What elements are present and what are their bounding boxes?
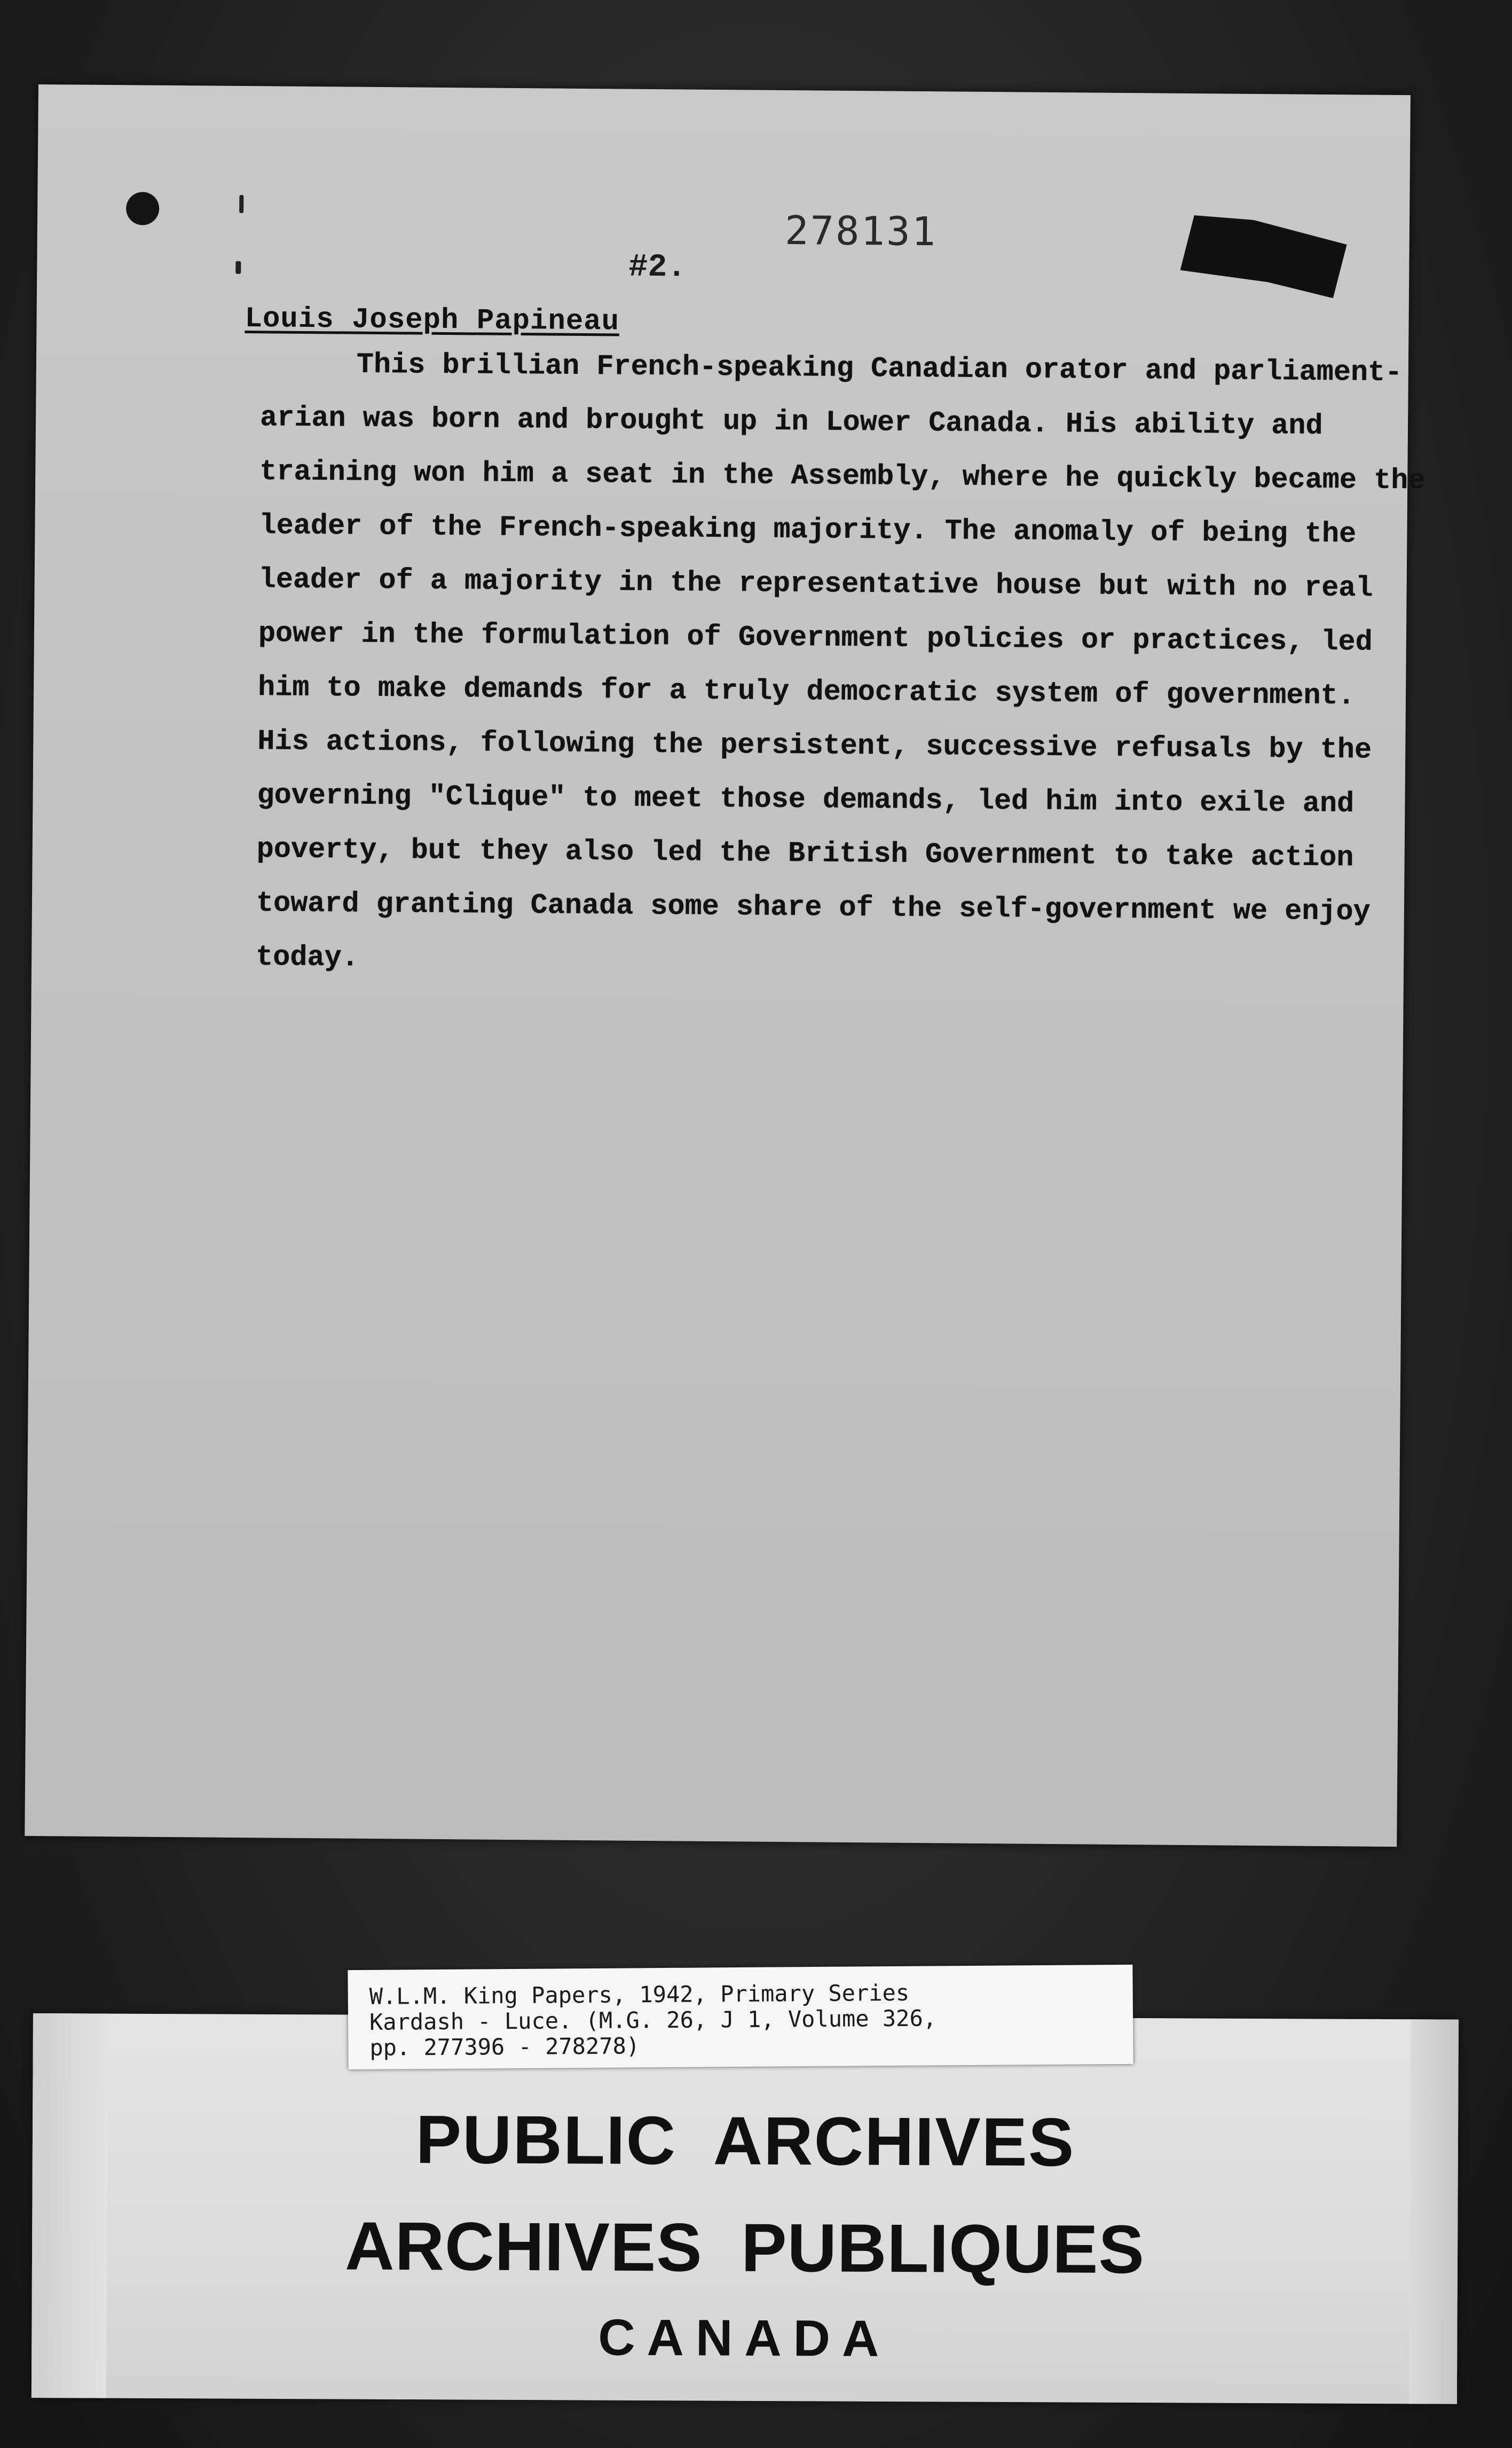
body-paragraph (255, 337, 1426, 993)
body-line: toward granting Canada some share of the self-government we enjoy (256, 887, 1371, 929)
archives-card (32, 2013, 1459, 2404)
archive-citation-label (348, 1965, 1133, 2069)
document-number: 278131 (784, 207, 938, 255)
archives-country: CANADA (598, 2309, 891, 2368)
body-line: him to make demands for a truly democratic system of government. (257, 671, 1356, 713)
tape-patch (1180, 209, 1349, 299)
citation-line: pp. 277396 - 278278) (369, 2033, 640, 2061)
body-line: power in the formulation of Government policies or practices, led (258, 617, 1373, 659)
body-line: governing "Clique" to meet those demands, led him into exile and (257, 779, 1354, 821)
body-line: poverty, but they also led the British Government to take action (256, 833, 1354, 875)
margin-mark (239, 195, 243, 213)
archives-title-french: ARCHIVES PUBLIQUES (344, 2208, 1145, 2288)
body-line: today. (255, 941, 359, 975)
body-line: leader of a majority in the representative house but with no real (258, 563, 1373, 605)
body-line: arian was born and brought up in Lower Canada. His ability and (259, 402, 1323, 443)
body-line: His actions, following the persistent, successive refusals by the (257, 725, 1372, 767)
archives-title-english: PUBLIC ARCHIVES (415, 2101, 1075, 2181)
margin-mark (235, 261, 241, 274)
document-heading: Louis Joseph Papineau (245, 303, 620, 339)
document-page (25, 84, 1426, 1847)
citation-line: Kardash - Luce. (M.G. 26, J 1, Volume 326, (369, 2005, 937, 2035)
body-line: This brillian French-speaking Canadian orator and parliament- (356, 348, 1403, 390)
body-line: training won him a seat in the Assembly, where he quickly became the (259, 456, 1426, 498)
citation-line: W.L.M. King Papers, 1942, Primary Series (369, 1979, 910, 2010)
body-line: leader of the French-speaking majority. The anomaly of being the (259, 509, 1357, 551)
punch-hole (126, 192, 159, 225)
page-number: #2. (628, 249, 687, 286)
